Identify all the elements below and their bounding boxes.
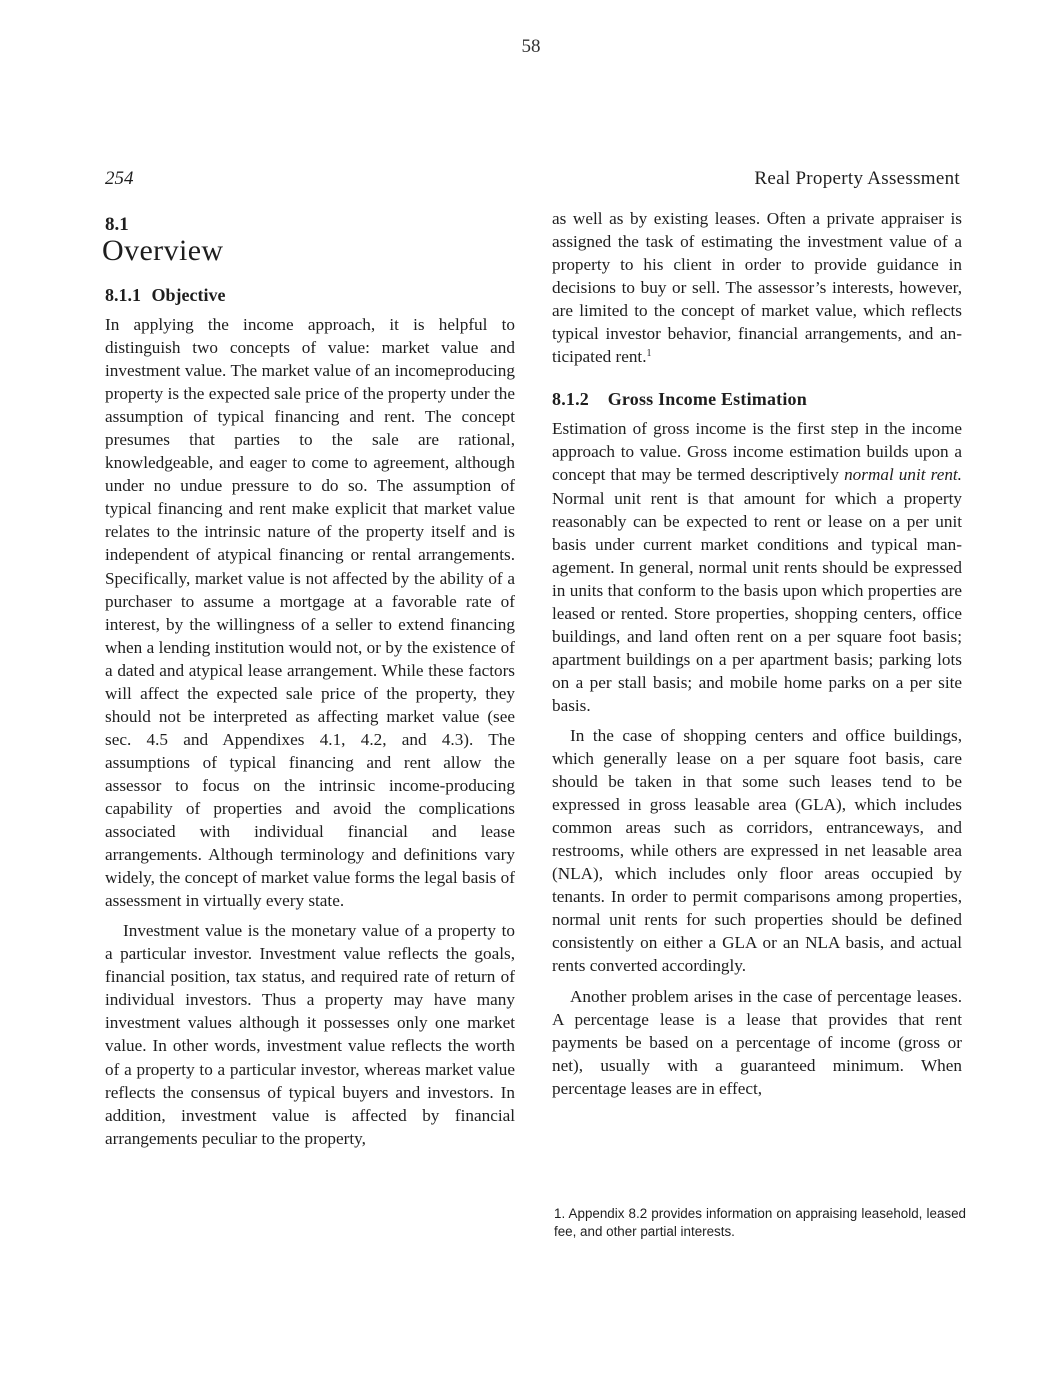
paragraph-investment-value: Investment value is the monetary value of a property to a particular investor. Investment value reflects the goals, financial position, tax status, and required rate of return of individual investors. Thus a property may have many investment values although it possesses only one market value. In other words, investment value reflects the worth of a property to a particular investor, whereas market value reflects the consensus of typical buyers and investors. In addition, investment value is affected by financial arrangements peculiar to the property,	[105, 921, 515, 1148]
subsection-number: 8.1.2	[552, 389, 589, 410]
page-number: 254	[105, 168, 134, 189]
subsection-title: Objective	[151, 285, 226, 305]
subsection-heading-objective	[105, 285, 225, 306]
section-title: Overview	[102, 234, 224, 267]
paragraph-continued-text: as well as by existing leases. Often a private appraiser is assigned the task of estimating the investment value of a property to his client in order to provide guidance in decisions to buy or sell. The assessor’s interests, however, are limited to the concept of market value, which reflects typical investor behavior, financial arrangements, and anticipated rent.	[552, 209, 962, 367]
right-column	[552, 207, 962, 1100]
footnote: 1. Appendix 8.2 provides information on appraising leasehold, leased fee, and other partial interests.	[554, 1206, 966, 1239]
paragraph-normal-unit-rent	[552, 417, 962, 717]
paragraph-continued	[552, 207, 962, 368]
paragraph-text: Normal unit rent is that amount for which a property reasonably can be expected to rent or lease on a per unit basis under current market conditions and typical management. In general, normal unit rents should be expressed in units that conform to the basis upon which properties are leased or rented. Store properties, shopping centers, office buildings, and land often rent on a per square foot basis; apartment buildings on a per apartment basis; parking lots on a per stall basis; and mobile home parks on a per site basis.	[552, 488, 962, 715]
section-number: 8.1	[105, 214, 129, 235]
footnote-marker: 1	[646, 348, 652, 360]
scan-page-number: 58	[521, 36, 541, 57]
running-head: Real Property Assessment	[754, 168, 960, 189]
paragraph-market-value: In applying the income approach, it is helpful to distinguish two concepts of value: market value and investment value. The market value of an incomeproducing property is the expected sale price of the property under the assumption of typical financing and rent. The concept presumes that parties to the sale are rational, knowledgeable, and eager to come to agreement, although under no undue pressure to do so. The assumption of typical financing and rent make explicit that market value relates to the intrinsic nature of the property itself and is independent of atypical financing or rental arrangements. Specifically, market value is not affected by the ability of a purchaser to assume a mortgage at a favorable rate of interest, by the willingness of a seller to extend financing when a lending institution would not, or by the existence of a dated and atypical lease arrangement. While these factors will affect the expected sale price of the property, they should not be interpreted as affecting market value (see sec. 4.5 and Appendixes 4.1, 4.2, and 4.3). The assumptions of typical financing and rent allow the assessor to focus on the intrinsic income-producing capability of properties and avoid the complications associated with individual financial and lease arrangements. Although terminology and definitions vary widely, the concept of market value forms the legal basis of assessment in virtually every state.	[105, 315, 515, 911]
subsection-title: Gross Income Estimation	[607, 389, 807, 410]
defined-term: normal unit rent.	[844, 465, 962, 485]
paragraph-text: Estimation of gross income is the first step in the income approach to value. Gross income estimation builds upon a concept that may be termed descriptively	[552, 419, 962, 485]
paragraph-gla-nla: In the case of shopping centers and office buildings, which generally lease on a per square foot basis, care should be taken in that some such leases tend to be expressed in gross leasable area (GLA), which includes common areas such as corridors, entranceways, and restrooms, while others are expressed in net leasable area (NLA), which includes only floor areas occupied by tenants. In order to permit comparisons among properties, normal unit rents for such properties should be defined consistently on either a GLA or an NLA basis, and actual rents converted accordingly.	[552, 725, 962, 976]
paragraph-percentage-leases: Another problem arises in the case of percentage leases. A percentage lease is a lease that provides that rent payments be based on a percentage of income (gross or net), usually with a guaranteed minimum. When percentage leases are in effect,	[552, 986, 962, 1098]
subsection-heading-gross-income	[552, 388, 962, 411]
subsection-number: 8.1.1	[105, 285, 141, 305]
left-column	[105, 313, 515, 1150]
